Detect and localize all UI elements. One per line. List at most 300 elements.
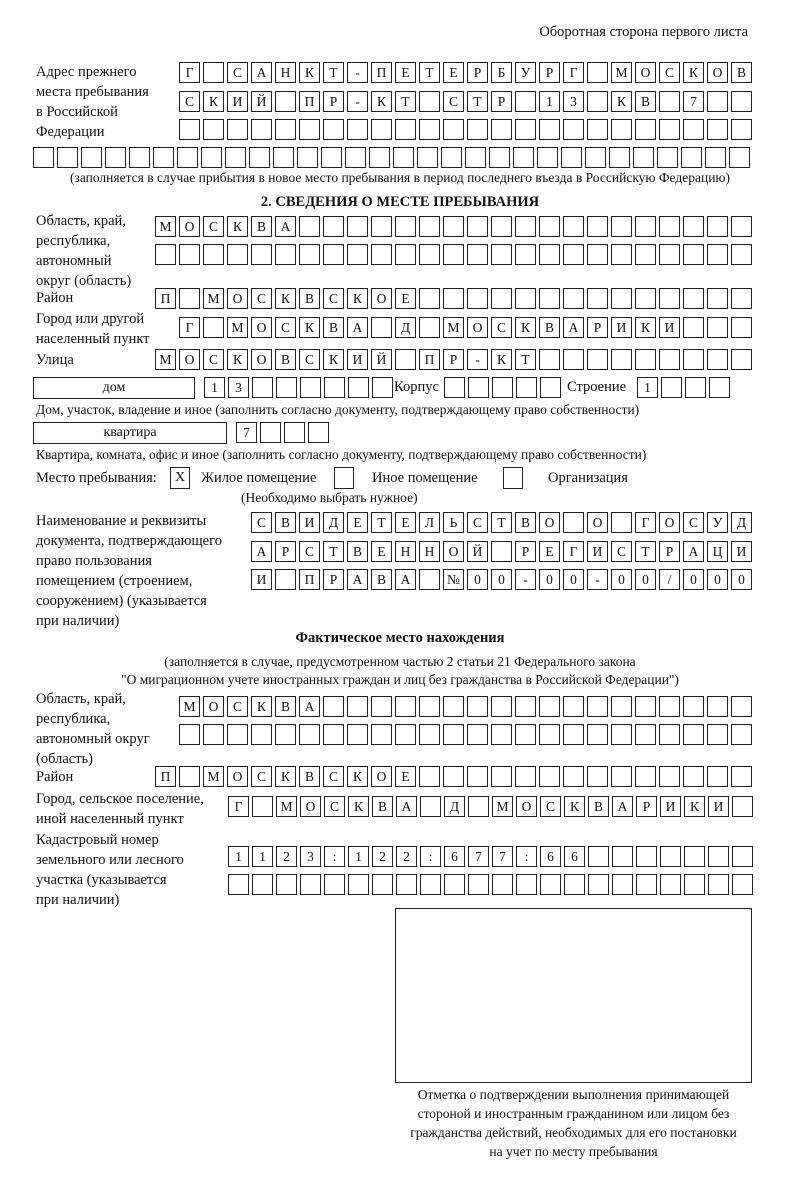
char-cell[interactable] bbox=[371, 244, 392, 265]
char-cell[interactable] bbox=[635, 766, 656, 787]
char-cell[interactable]: 7 bbox=[236, 422, 257, 443]
char-cell[interactable] bbox=[683, 244, 704, 265]
char-cell[interactable]: 1 bbox=[539, 91, 560, 112]
char-cell[interactable] bbox=[417, 147, 438, 168]
char-cell[interactable]: 2 bbox=[276, 846, 297, 867]
char-cell[interactable]: К bbox=[611, 91, 632, 112]
char-cell[interactable]: С bbox=[251, 288, 272, 309]
char-cell[interactable]: О bbox=[251, 317, 272, 338]
char-cell[interactable] bbox=[732, 846, 753, 867]
char-cell[interactable]: 0 bbox=[683, 569, 704, 590]
char-cell[interactable]: Е bbox=[395, 766, 416, 787]
char-cell[interactable]: Е bbox=[443, 62, 464, 83]
char-cell[interactable]: Н bbox=[419, 541, 440, 562]
char-cell[interactable] bbox=[635, 288, 656, 309]
char-cell[interactable] bbox=[515, 724, 536, 745]
char-cell[interactable] bbox=[323, 119, 344, 140]
char-cell[interactable] bbox=[443, 696, 464, 717]
char-cell[interactable]: А bbox=[299, 696, 320, 717]
char-cell[interactable] bbox=[179, 244, 200, 265]
char-cell[interactable]: И bbox=[347, 349, 368, 370]
char-cell[interactable] bbox=[539, 349, 560, 370]
char-cell[interactable]: М bbox=[155, 216, 176, 237]
char-cell[interactable]: И bbox=[299, 512, 320, 533]
char-cell[interactable] bbox=[683, 119, 704, 140]
char-cell[interactable]: С bbox=[203, 216, 224, 237]
char-cell[interactable]: В bbox=[323, 317, 344, 338]
char-cell[interactable] bbox=[323, 724, 344, 745]
char-cell[interactable]: Д bbox=[395, 317, 416, 338]
char-cell[interactable]: Р bbox=[491, 91, 512, 112]
char-cell[interactable]: К bbox=[635, 317, 656, 338]
char-cell[interactable]: К bbox=[347, 288, 368, 309]
char-cell[interactable]: № bbox=[443, 569, 464, 590]
char-cell[interactable] bbox=[251, 724, 272, 745]
char-cell[interactable] bbox=[731, 244, 752, 265]
char-cell[interactable]: Р bbox=[587, 317, 608, 338]
char-cell[interactable] bbox=[444, 377, 465, 398]
char-cell[interactable]: А bbox=[612, 796, 633, 817]
char-cell[interactable] bbox=[611, 349, 632, 370]
char-cell[interactable] bbox=[683, 349, 704, 370]
char-cell[interactable] bbox=[563, 696, 584, 717]
char-cell[interactable]: А bbox=[251, 62, 272, 83]
char-cell[interactable] bbox=[395, 724, 416, 745]
char-cell[interactable] bbox=[685, 377, 706, 398]
char-cell[interactable]: И bbox=[227, 91, 248, 112]
char-cell[interactable]: А bbox=[683, 541, 704, 562]
char-cell[interactable]: М bbox=[203, 766, 224, 787]
char-cell[interactable]: 7 bbox=[492, 846, 513, 867]
char-cell[interactable] bbox=[515, 244, 536, 265]
char-cell[interactable]: Г bbox=[635, 512, 656, 533]
char-cell[interactable] bbox=[660, 846, 681, 867]
char-cell[interactable]: Т bbox=[515, 349, 536, 370]
char-cell[interactable] bbox=[153, 147, 174, 168]
char-cell[interactable] bbox=[709, 377, 730, 398]
char-cell[interactable] bbox=[372, 377, 393, 398]
char-cell[interactable]: Н bbox=[395, 541, 416, 562]
char-cell[interactable]: Р bbox=[659, 541, 680, 562]
char-cell[interactable] bbox=[707, 119, 728, 140]
char-cell[interactable] bbox=[105, 147, 126, 168]
char-cell[interactable] bbox=[707, 288, 728, 309]
char-cell[interactable] bbox=[371, 119, 392, 140]
char-cell[interactable]: Р bbox=[443, 349, 464, 370]
char-cell[interactable]: К bbox=[371, 91, 392, 112]
char-cell[interactable] bbox=[491, 724, 512, 745]
char-cell[interactable] bbox=[419, 569, 440, 590]
char-cell[interactable]: С bbox=[659, 62, 680, 83]
char-cell[interactable] bbox=[251, 119, 272, 140]
char-cell[interactable]: С bbox=[203, 349, 224, 370]
char-cell[interactable] bbox=[563, 119, 584, 140]
char-cell[interactable] bbox=[563, 724, 584, 745]
char-cell[interactable] bbox=[467, 288, 488, 309]
char-cell[interactable] bbox=[324, 874, 345, 895]
char-cell[interactable] bbox=[683, 696, 704, 717]
char-cell[interactable] bbox=[203, 62, 224, 83]
char-cell[interactable] bbox=[419, 696, 440, 717]
char-cell[interactable] bbox=[611, 288, 632, 309]
char-cell[interactable] bbox=[443, 216, 464, 237]
char-cell[interactable] bbox=[635, 696, 656, 717]
char-cell[interactable]: О bbox=[587, 512, 608, 533]
char-cell[interactable]: В bbox=[299, 766, 320, 787]
char-cell[interactable] bbox=[635, 119, 656, 140]
char-cell[interactable] bbox=[515, 119, 536, 140]
char-cell[interactable]: 6 bbox=[564, 846, 585, 867]
char-cell[interactable] bbox=[515, 696, 536, 717]
char-cell[interactable]: К bbox=[251, 696, 272, 717]
char-cell[interactable] bbox=[539, 119, 560, 140]
char-cell[interactable] bbox=[539, 244, 560, 265]
char-cell[interactable] bbox=[177, 147, 198, 168]
char-cell[interactable] bbox=[443, 724, 464, 745]
char-cell[interactable]: П bbox=[371, 62, 392, 83]
char-cell[interactable]: А bbox=[563, 317, 584, 338]
char-cell[interactable]: Т bbox=[371, 512, 392, 533]
char-cell[interactable]: 0 bbox=[731, 569, 752, 590]
char-cell[interactable]: С bbox=[611, 541, 632, 562]
char-cell[interactable] bbox=[515, 216, 536, 237]
char-cell[interactable]: К bbox=[203, 91, 224, 112]
char-cell[interactable]: 2 bbox=[372, 846, 393, 867]
char-cell[interactable] bbox=[347, 216, 368, 237]
char-cell[interactable]: О bbox=[227, 766, 248, 787]
char-cell[interactable] bbox=[707, 216, 728, 237]
char-cell[interactable] bbox=[491, 244, 512, 265]
char-cell[interactable] bbox=[635, 724, 656, 745]
char-cell[interactable] bbox=[284, 422, 305, 443]
char-cell[interactable] bbox=[587, 724, 608, 745]
char-cell[interactable] bbox=[563, 216, 584, 237]
char-cell[interactable] bbox=[419, 216, 440, 237]
char-cell[interactable]: Т bbox=[467, 91, 488, 112]
char-cell[interactable]: 7 bbox=[468, 846, 489, 867]
char-cell[interactable] bbox=[707, 696, 728, 717]
char-cell[interactable] bbox=[609, 147, 630, 168]
char-cell[interactable] bbox=[660, 874, 681, 895]
char-cell[interactable] bbox=[587, 766, 608, 787]
char-cell[interactable] bbox=[393, 147, 414, 168]
char-cell[interactable]: И bbox=[587, 541, 608, 562]
char-cell[interactable] bbox=[300, 377, 321, 398]
char-cell[interactable]: Р bbox=[467, 62, 488, 83]
char-cell[interactable]: О bbox=[300, 796, 321, 817]
char-cell[interactable] bbox=[443, 244, 464, 265]
char-cell[interactable]: В bbox=[371, 569, 392, 590]
char-cell[interactable]: Т bbox=[323, 62, 344, 83]
char-cell[interactable]: В bbox=[299, 288, 320, 309]
char-cell[interactable] bbox=[347, 244, 368, 265]
char-cell[interactable]: П bbox=[155, 766, 176, 787]
char-cell[interactable] bbox=[275, 569, 296, 590]
char-cell[interactable] bbox=[732, 874, 753, 895]
char-cell[interactable] bbox=[587, 696, 608, 717]
char-cell[interactable]: С bbox=[683, 512, 704, 533]
char-cell[interactable] bbox=[324, 377, 345, 398]
char-cell[interactable] bbox=[611, 696, 632, 717]
char-cell[interactable] bbox=[636, 846, 657, 867]
char-cell[interactable] bbox=[731, 766, 752, 787]
char-cell[interactable]: У bbox=[707, 512, 728, 533]
char-cell[interactable] bbox=[299, 244, 320, 265]
char-cell[interactable] bbox=[252, 377, 273, 398]
char-cell[interactable]: 0 bbox=[707, 569, 728, 590]
char-cell[interactable]: 0 bbox=[491, 569, 512, 590]
char-cell[interactable] bbox=[491, 541, 512, 562]
char-cell[interactable]: Б bbox=[491, 62, 512, 83]
char-cell[interactable]: О bbox=[371, 766, 392, 787]
char-cell[interactable] bbox=[635, 349, 656, 370]
char-cell[interactable] bbox=[227, 119, 248, 140]
char-cell[interactable] bbox=[707, 349, 728, 370]
char-cell[interactable]: С bbox=[251, 766, 272, 787]
char-cell[interactable] bbox=[467, 766, 488, 787]
char-cell[interactable] bbox=[561, 147, 582, 168]
char-cell[interactable]: В bbox=[731, 62, 752, 83]
char-cell[interactable] bbox=[587, 119, 608, 140]
char-cell[interactable]: Г bbox=[563, 62, 584, 83]
char-cell[interactable]: 0 bbox=[539, 569, 560, 590]
char-cell[interactable] bbox=[308, 422, 329, 443]
char-cell[interactable] bbox=[203, 119, 224, 140]
char-cell[interactable]: В bbox=[275, 512, 296, 533]
char-cell[interactable] bbox=[443, 766, 464, 787]
char-cell[interactable] bbox=[33, 147, 54, 168]
char-cell[interactable] bbox=[539, 216, 560, 237]
char-cell[interactable] bbox=[539, 724, 560, 745]
char-cell[interactable] bbox=[369, 147, 390, 168]
char-cell[interactable]: 6 bbox=[444, 846, 465, 867]
char-cell[interactable]: 0 bbox=[563, 569, 584, 590]
char-cell[interactable] bbox=[731, 317, 752, 338]
char-cell[interactable]: Р bbox=[323, 91, 344, 112]
char-cell[interactable] bbox=[276, 377, 297, 398]
char-cell[interactable] bbox=[129, 147, 150, 168]
char-cell[interactable] bbox=[539, 288, 560, 309]
char-cell[interactable] bbox=[684, 874, 705, 895]
char-cell[interactable] bbox=[227, 244, 248, 265]
char-cell[interactable] bbox=[225, 147, 246, 168]
char-cell[interactable]: 1 bbox=[252, 846, 273, 867]
char-cell[interactable] bbox=[420, 796, 441, 817]
char-cell[interactable]: К bbox=[299, 62, 320, 83]
char-cell[interactable]: К bbox=[275, 766, 296, 787]
char-cell[interactable]: С bbox=[227, 62, 248, 83]
char-cell[interactable] bbox=[491, 288, 512, 309]
char-cell[interactable] bbox=[707, 91, 728, 112]
char-cell[interactable] bbox=[492, 377, 513, 398]
char-cell[interactable] bbox=[275, 724, 296, 745]
char-cell[interactable] bbox=[299, 119, 320, 140]
char-cell[interactable]: 1 bbox=[228, 846, 249, 867]
char-cell[interactable] bbox=[513, 147, 534, 168]
char-cell[interactable]: С bbox=[443, 91, 464, 112]
char-cell[interactable]: О bbox=[227, 288, 248, 309]
char-cell[interactable]: Г bbox=[563, 541, 584, 562]
char-cell[interactable] bbox=[731, 696, 752, 717]
char-cell[interactable] bbox=[275, 244, 296, 265]
char-cell[interactable] bbox=[585, 147, 606, 168]
char-cell[interactable]: М bbox=[443, 317, 464, 338]
char-cell[interactable]: А bbox=[251, 541, 272, 562]
char-cell[interactable] bbox=[659, 288, 680, 309]
char-cell[interactable]: С bbox=[323, 288, 344, 309]
char-cell[interactable]: Т bbox=[395, 91, 416, 112]
char-cell[interactable] bbox=[347, 696, 368, 717]
char-cell[interactable]: К bbox=[299, 317, 320, 338]
char-cell[interactable] bbox=[563, 244, 584, 265]
char-cell[interactable] bbox=[659, 766, 680, 787]
char-cell[interactable] bbox=[563, 766, 584, 787]
char-cell[interactable]: Е bbox=[395, 512, 416, 533]
char-cell[interactable] bbox=[515, 91, 536, 112]
char-cell[interactable] bbox=[395, 216, 416, 237]
char-cell[interactable] bbox=[371, 317, 392, 338]
char-cell[interactable]: О bbox=[635, 62, 656, 83]
char-cell[interactable] bbox=[252, 796, 273, 817]
char-cell[interactable] bbox=[515, 288, 536, 309]
char-cell[interactable]: К bbox=[515, 317, 536, 338]
char-cell[interactable]: О bbox=[707, 62, 728, 83]
char-cell[interactable]: О bbox=[539, 512, 560, 533]
char-cell[interactable]: С bbox=[251, 512, 272, 533]
char-cell[interactable] bbox=[179, 724, 200, 745]
char-cell[interactable]: В bbox=[251, 216, 272, 237]
char-cell[interactable] bbox=[81, 147, 102, 168]
char-cell[interactable] bbox=[275, 91, 296, 112]
char-cell[interactable]: В bbox=[275, 696, 296, 717]
checkbox-residential[interactable]: X bbox=[170, 467, 190, 489]
char-cell[interactable] bbox=[587, 244, 608, 265]
char-cell[interactable] bbox=[683, 766, 704, 787]
char-cell[interactable]: В bbox=[275, 349, 296, 370]
char-cell[interactable]: М bbox=[492, 796, 513, 817]
char-cell[interactable]: : bbox=[420, 846, 441, 867]
char-cell[interactable]: К bbox=[348, 796, 369, 817]
char-cell[interactable] bbox=[371, 216, 392, 237]
char-cell[interactable]: М bbox=[179, 696, 200, 717]
char-cell[interactable]: Т bbox=[491, 512, 512, 533]
char-cell[interactable]: П bbox=[155, 288, 176, 309]
char-cell[interactable] bbox=[659, 696, 680, 717]
char-cell[interactable] bbox=[323, 216, 344, 237]
char-cell[interactable] bbox=[444, 874, 465, 895]
char-cell[interactable] bbox=[661, 377, 682, 398]
char-cell[interactable] bbox=[611, 216, 632, 237]
char-cell[interactable]: К bbox=[227, 216, 248, 237]
char-cell[interactable]: 2 bbox=[396, 846, 417, 867]
char-cell[interactable] bbox=[227, 724, 248, 745]
char-cell[interactable]: Е bbox=[371, 541, 392, 562]
char-cell[interactable]: В bbox=[588, 796, 609, 817]
char-cell[interactable] bbox=[299, 216, 320, 237]
char-cell[interactable]: О bbox=[443, 541, 464, 562]
char-cell[interactable] bbox=[465, 147, 486, 168]
char-cell[interactable]: В bbox=[539, 317, 560, 338]
char-cell[interactable] bbox=[371, 724, 392, 745]
char-cell[interactable] bbox=[492, 874, 513, 895]
char-cell[interactable]: 0 bbox=[635, 569, 656, 590]
char-cell[interactable] bbox=[348, 377, 369, 398]
char-cell[interactable]: 6 bbox=[540, 846, 561, 867]
char-cell[interactable] bbox=[516, 874, 537, 895]
char-cell[interactable]: И bbox=[611, 317, 632, 338]
char-cell[interactable] bbox=[275, 119, 296, 140]
char-cell[interactable] bbox=[419, 119, 440, 140]
char-cell[interactable] bbox=[587, 349, 608, 370]
char-cell[interactable]: К bbox=[564, 796, 585, 817]
char-cell[interactable] bbox=[563, 349, 584, 370]
char-cell[interactable] bbox=[419, 244, 440, 265]
char-cell[interactable]: / bbox=[659, 569, 680, 590]
char-cell[interactable] bbox=[179, 766, 200, 787]
char-cell[interactable] bbox=[467, 244, 488, 265]
char-cell[interactable]: А bbox=[395, 569, 416, 590]
char-cell[interactable] bbox=[707, 244, 728, 265]
char-cell[interactable]: Г bbox=[228, 796, 249, 817]
char-cell[interactable]: О bbox=[251, 349, 272, 370]
char-cell[interactable]: 0 bbox=[467, 569, 488, 590]
char-cell[interactable] bbox=[563, 512, 584, 533]
char-cell[interactable] bbox=[731, 288, 752, 309]
char-cell[interactable] bbox=[467, 119, 488, 140]
char-cell[interactable]: 1 bbox=[637, 377, 658, 398]
char-cell[interactable]: С bbox=[299, 541, 320, 562]
char-cell[interactable] bbox=[443, 119, 464, 140]
char-cell[interactable] bbox=[57, 147, 78, 168]
char-cell[interactable]: Е bbox=[347, 512, 368, 533]
checkbox-organization[interactable] bbox=[503, 467, 523, 489]
char-cell[interactable] bbox=[683, 216, 704, 237]
char-cell[interactable]: О bbox=[179, 216, 200, 237]
char-cell[interactable]: А bbox=[396, 796, 417, 817]
char-cell[interactable] bbox=[587, 216, 608, 237]
char-cell[interactable]: 1 bbox=[348, 846, 369, 867]
char-cell[interactable] bbox=[540, 377, 561, 398]
char-cell[interactable]: В bbox=[635, 91, 656, 112]
char-cell[interactable]: Г bbox=[179, 62, 200, 83]
char-cell[interactable] bbox=[659, 244, 680, 265]
char-cell[interactable]: И bbox=[251, 569, 272, 590]
char-cell[interactable] bbox=[708, 846, 729, 867]
char-cell[interactable] bbox=[345, 147, 366, 168]
house-type-field[interactable]: дом bbox=[33, 377, 195, 399]
char-cell[interactable] bbox=[276, 874, 297, 895]
char-cell[interactable]: Л bbox=[419, 512, 440, 533]
char-cell[interactable]: М bbox=[227, 317, 248, 338]
char-cell[interactable] bbox=[611, 724, 632, 745]
char-cell[interactable]: Е bbox=[395, 62, 416, 83]
char-cell[interactable] bbox=[395, 119, 416, 140]
char-cell[interactable]: О bbox=[659, 512, 680, 533]
char-cell[interactable] bbox=[731, 724, 752, 745]
char-cell[interactable] bbox=[419, 724, 440, 745]
char-cell[interactable] bbox=[612, 874, 633, 895]
char-cell[interactable] bbox=[681, 147, 702, 168]
char-cell[interactable] bbox=[537, 147, 558, 168]
char-cell[interactable]: Р bbox=[515, 541, 536, 562]
char-cell[interactable] bbox=[516, 377, 537, 398]
char-cell[interactable] bbox=[395, 244, 416, 265]
char-cell[interactable]: С bbox=[540, 796, 561, 817]
char-cell[interactable]: Д bbox=[323, 512, 344, 533]
char-cell[interactable]: 1 bbox=[204, 377, 225, 398]
char-cell[interactable] bbox=[491, 696, 512, 717]
char-cell[interactable] bbox=[659, 119, 680, 140]
